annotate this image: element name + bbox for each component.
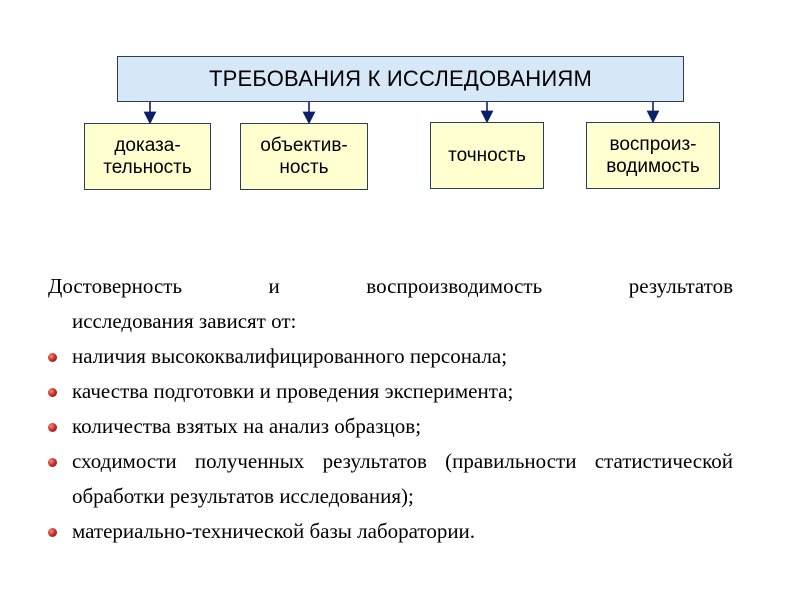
list-item-text: сходимости полученных результатов (правильности статистической обработки результатов исследования); xyxy=(72,449,733,508)
requirement-objectivity: объектив- ность xyxy=(240,123,368,190)
requirement-reproducibility: воспроиз- водимость xyxy=(586,122,720,189)
bullet-icon xyxy=(48,388,57,397)
intro-line-2: исследования зависят от: xyxy=(72,309,297,333)
list-item xyxy=(48,444,733,514)
list-item-text: количества взятых на анализ образцов; xyxy=(72,414,422,438)
body-text xyxy=(48,269,733,549)
bullet-icon xyxy=(48,458,57,467)
requirement-accuracy: точность xyxy=(430,122,544,189)
conditions-list xyxy=(48,339,733,549)
list-item xyxy=(48,409,733,444)
list-item-text: качества подготовки и проведения эксперимента; xyxy=(72,379,514,403)
bullet-icon xyxy=(48,528,57,537)
list-item xyxy=(48,514,733,549)
requirement-proof: доказа- тельность xyxy=(84,123,211,190)
requirements-title: ТРЕБОВАНИЯ К ИССЛЕДОВАНИЯМ xyxy=(117,56,684,102)
bullet-icon xyxy=(48,353,57,362)
intro-paragraph xyxy=(48,269,733,339)
list-item xyxy=(48,374,733,409)
intro-line-1: Достоверность и воспроизводимость результатов xyxy=(48,274,733,298)
bullet-icon xyxy=(48,423,57,432)
list-item-text: наличия высококвалифицированного персонала; xyxy=(72,344,508,368)
list-item-text: материально-технической базы лаборатории. xyxy=(72,519,476,543)
list-item xyxy=(48,339,733,374)
